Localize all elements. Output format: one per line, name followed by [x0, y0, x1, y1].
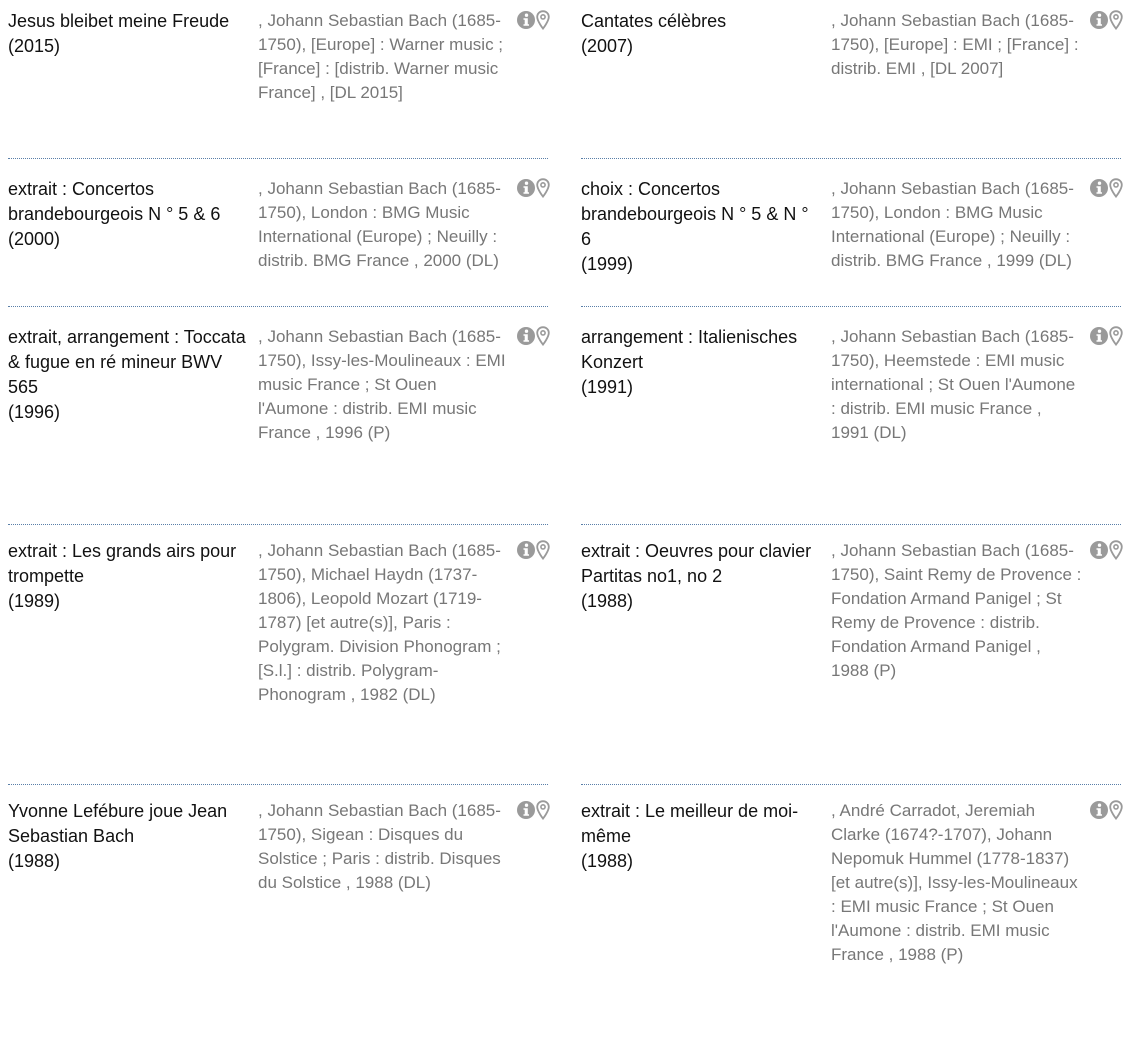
result-year: (1988)	[581, 591, 634, 611]
result-title-block	[8, 799, 246, 874]
result-actions	[1087, 324, 1127, 348]
map-marker-icon[interactable]	[1109, 540, 1123, 560]
result-title-link[interactable]: Jesus bleibet meine Freude	[8, 11, 230, 31]
result-actions	[1087, 8, 1127, 32]
result-actions	[514, 538, 554, 562]
result-title-link[interactable]: choix : Concertos brandebourgeois N ° 5 & N ° 6	[581, 179, 809, 249]
result-year: (2007)	[581, 36, 634, 56]
result-year: (1996)	[8, 402, 61, 422]
result-item	[0, 790, 554, 1050]
result-title-link[interactable]: extrait, arrangement : Toccata & fugue en ré mineur BWV 565	[8, 327, 246, 397]
result-title-link[interactable]: Cantates célèbres	[581, 11, 727, 31]
result-actions	[1087, 176, 1127, 200]
result-item	[0, 316, 554, 526]
result-actions	[514, 798, 554, 822]
result-divider	[8, 784, 548, 785]
result-title-block	[8, 177, 246, 252]
info-icon[interactable]	[516, 540, 536, 560]
result-publication-info: , Johann Sebastian Bach (1685-1750), [Europe] : EMI ; [France] : distrib. EMI , [DL 2007]	[831, 11, 1079, 78]
map-marker-icon[interactable]	[1109, 10, 1123, 30]
result-year: (1989)	[8, 591, 61, 611]
result-item	[0, 0, 554, 150]
result-divider	[581, 524, 1121, 525]
result-item	[573, 530, 1127, 780]
result-item	[573, 168, 1127, 308]
info-icon[interactable]	[1089, 10, 1109, 30]
result-title-link[interactable]: extrait : Le meilleur de moi-même	[581, 801, 799, 846]
info-icon[interactable]	[516, 800, 536, 820]
info-icon[interactable]	[1089, 540, 1109, 560]
result-item	[573, 0, 1127, 150]
result-year: (1991)	[581, 377, 634, 397]
result-divider	[8, 524, 548, 525]
result-item	[0, 530, 554, 780]
map-marker-icon[interactable]	[1109, 326, 1123, 346]
result-actions	[1087, 538, 1127, 562]
result-publication-info: , André Carradot, Jeremiah Clarke (1674?-1707), Johann Nepomuk Hummel (1778-1837) [et autre(s)], Issy-les-Moulineaux : EMI music France ; St Ouen l'Aumone : distrib. EMI music France , 1988 (P)	[831, 801, 1078, 964]
result-publication-info: , Johann Sebastian Bach (1685-1750), Heemstede : EMI music international ; St Ouen l'Aumone : distrib. EMI music France , 1991 (DL)	[831, 327, 1076, 442]
map-marker-icon[interactable]	[536, 10, 550, 30]
result-title-block	[8, 539, 246, 614]
map-marker-icon[interactable]	[536, 326, 550, 346]
result-actions	[514, 176, 554, 200]
map-marker-icon[interactable]	[1109, 800, 1123, 820]
result-title-block	[8, 325, 246, 425]
result-year: (2000)	[8, 229, 61, 249]
info-icon[interactable]	[1089, 178, 1109, 198]
info-icon[interactable]	[516, 326, 536, 346]
result-year: (1988)	[581, 851, 634, 871]
result-actions	[514, 8, 554, 32]
result-title-block	[581, 799, 819, 874]
result-title-block	[581, 9, 819, 59]
result-publication-info: , Johann Sebastian Bach (1685-1750), London : BMG Music International (Europe) ; Neuilly : distrib. BMG France , 1999 (DL)	[831, 179, 1074, 270]
result-publication-info: , Johann Sebastian Bach (1685-1750), Sigean : Disques du Solstice ; Paris : distrib. Disques du Solstice , 1988 (DL)	[258, 801, 501, 892]
result-actions	[514, 324, 554, 348]
result-title-block	[581, 325, 819, 400]
result-title-block	[581, 539, 819, 614]
result-title-link[interactable]: Yvonne Lefébure joue Jean Sebastian Bach	[8, 801, 228, 846]
result-year: (1988)	[8, 851, 61, 871]
result-title-link[interactable]: extrait : Les grands airs pour trompette	[8, 541, 237, 586]
map-marker-icon[interactable]	[536, 800, 550, 820]
result-divider	[581, 784, 1121, 785]
result-publication-info: , Johann Sebastian Bach (1685-1750), Saint Remy de Provence : Fondation Armand Panigel ; St Remy de Provence : distrib. Fondation Armand Panigel , 1988 (P)	[831, 541, 1082, 680]
result-divider	[8, 158, 548, 159]
result-title-link[interactable]: extrait : Concertos brandebourgeois N ° 5 & 6	[8, 179, 221, 224]
map-marker-icon[interactable]	[1109, 178, 1123, 198]
result-publication-info: , Johann Sebastian Bach (1685-1750), London : BMG Music International (Europe) ; Neuilly : distrib. BMG France , 2000 (DL)	[258, 179, 501, 270]
result-title-link[interactable]: arrangement : Italienisches Konzert	[581, 327, 798, 372]
map-marker-icon[interactable]	[536, 540, 550, 560]
info-icon[interactable]	[516, 10, 536, 30]
result-divider	[581, 306, 1121, 307]
result-title-link[interactable]: extrait : Oeuvres pour clavier Partitas no1, no 2	[581, 541, 812, 586]
result-item	[0, 168, 554, 308]
result-year: (1999)	[581, 254, 634, 274]
result-item	[573, 790, 1127, 1050]
result-divider	[581, 158, 1121, 159]
result-publication-info: , Johann Sebastian Bach (1685-1750), Michael Haydn (1737-1806), Leopold Mozart (1719-1787) [et autre(s)], Paris : Polygram. Division Phonogram ; [S.l.] : distrib. Polygram-Phonogram , 1982 (DL)	[258, 541, 501, 704]
result-divider	[8, 306, 548, 307]
result-year: (2015)	[8, 36, 61, 56]
info-icon[interactable]	[1089, 326, 1109, 346]
result-title-block	[581, 177, 819, 277]
info-icon[interactable]	[1089, 800, 1109, 820]
result-item	[573, 316, 1127, 526]
map-marker-icon[interactable]	[536, 178, 550, 198]
result-publication-info: , Johann Sebastian Bach (1685-1750), Issy-les-Moulineaux : EMI music France ; St Ouen l'Aumone : distrib. EMI music France , 1996 (P)	[258, 327, 506, 442]
info-icon[interactable]	[516, 178, 536, 198]
result-actions	[1087, 798, 1127, 822]
result-title-block	[8, 9, 246, 59]
result-publication-info: , Johann Sebastian Bach (1685-1750), [Europe] : Warner music ; [France] : [distrib. Warner music France] , [DL 2015]	[258, 11, 504, 102]
